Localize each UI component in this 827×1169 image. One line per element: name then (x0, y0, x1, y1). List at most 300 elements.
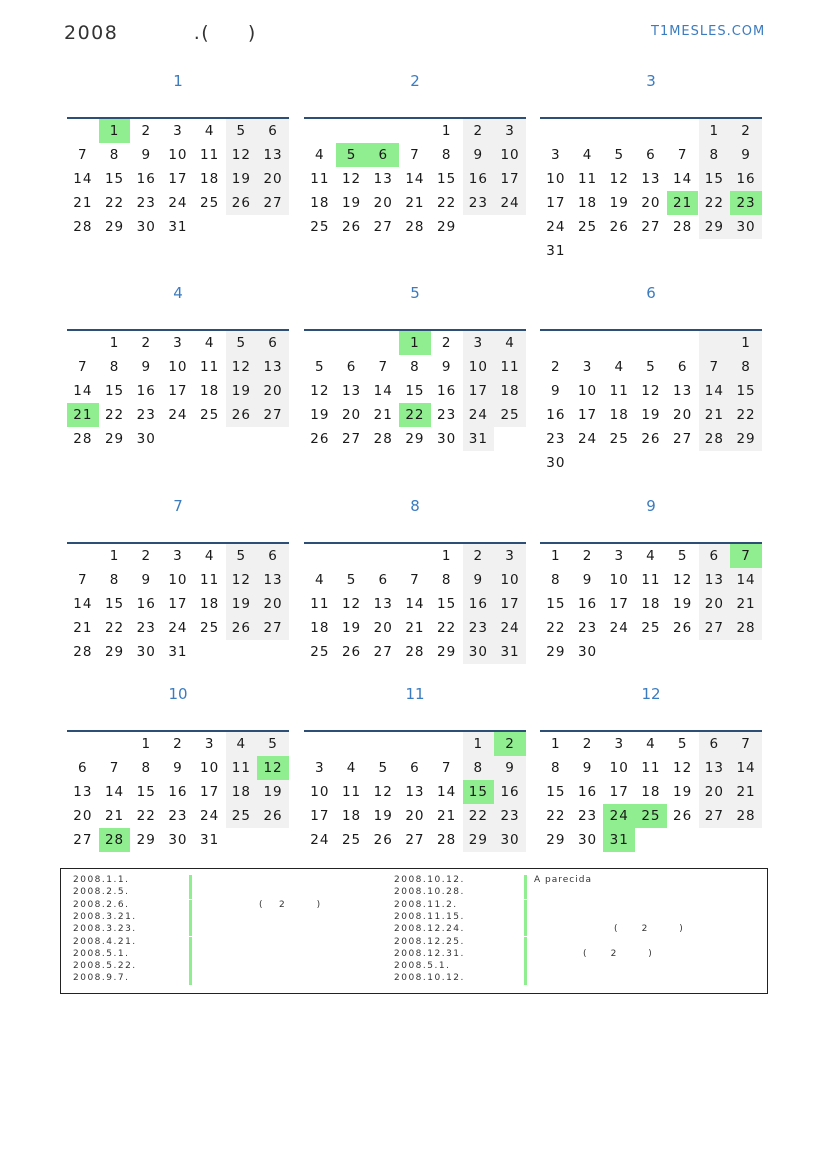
day-cell: 25 (200, 195, 220, 211)
day-cell: 5 (257, 732, 289, 756)
day-cell: 18 (641, 784, 661, 800)
day-cell: 19 (341, 195, 362, 211)
day-cell: 26 (226, 616, 258, 640)
day-cell: 10 (609, 760, 629, 776)
holiday-date: 2008.12.25. (394, 936, 465, 947)
day-cell: 1 (399, 331, 431, 355)
day-cell: 27 (373, 219, 393, 235)
day-cell: 8 (551, 760, 561, 776)
day-cell: 21 (730, 592, 762, 616)
day-cell: 23 (168, 808, 188, 824)
day-cell: 17 (609, 596, 629, 612)
day-cell: 22 (699, 191, 731, 215)
day-cell: 15 (546, 784, 566, 800)
day-cell: 24 (603, 804, 635, 828)
day-cell: 11 (341, 784, 362, 800)
day-cell: 24 (577, 431, 598, 447)
holiday-date: 2008.10.12. (394, 875, 465, 885)
day-cell: 14 (699, 379, 731, 403)
day-cell: 4 (315, 147, 325, 163)
holiday-marker (524, 924, 527, 936)
day-cell: 10 (168, 147, 188, 163)
day-cell: 30 (168, 832, 188, 848)
day-cell: 14 (437, 784, 457, 800)
day-cell: 23 (730, 191, 762, 215)
day-cell: 12 (310, 383, 330, 399)
month-label: 6 (646, 284, 656, 302)
day-cell: 3 (582, 359, 593, 375)
day-cell: 28 (73, 219, 93, 235)
day-cell: 11 (609, 383, 629, 399)
day-cell: 22 (463, 804, 495, 828)
day-cell: 7 (78, 572, 88, 588)
day-cell: 28 (73, 431, 93, 447)
day-cell: 22 (546, 808, 566, 824)
day-cell: 23 (494, 804, 526, 828)
day-cell: 3 (204, 736, 215, 752)
holiday-date: 2008.4.21. (73, 936, 137, 947)
day-cell: 2 (582, 548, 593, 564)
day-cell: 30 (136, 219, 156, 235)
day-cell: 31 (168, 644, 188, 660)
day-cell: 17 (494, 167, 526, 191)
day-cell: 13 (405, 784, 425, 800)
day-cell: 9 (582, 572, 593, 588)
holiday-date: 2008.5.1. (394, 961, 451, 972)
day-cell: 24 (310, 832, 330, 848)
holiday-marker (189, 887, 192, 899)
day-cell: 29 (104, 431, 125, 447)
day-cell: 29 (437, 219, 457, 235)
day-cell: 20 (699, 780, 731, 804)
holiday-note: ( 2 ) (614, 924, 684, 935)
day-cell: 14 (73, 171, 93, 187)
day-cell: 17 (463, 379, 495, 403)
day-cell: 14 (73, 596, 93, 612)
day-cell: 9 (551, 383, 561, 399)
day-cell: 16 (577, 596, 598, 612)
day-cell: 7 (677, 147, 688, 163)
holiday-date: 2008.11.15. (394, 911, 465, 922)
day-cell: 16 (136, 596, 156, 612)
day-cell: 24 (463, 403, 495, 427)
day-cell: 16 (577, 784, 598, 800)
day-cell: 8 (730, 355, 762, 379)
day-cell: 11 (200, 359, 220, 375)
day-cell: 26 (226, 403, 258, 427)
day-cell: 22 (437, 620, 457, 636)
day-cell: 5 (378, 760, 389, 776)
month-label: 3 (646, 72, 656, 90)
day-cell: 26 (257, 804, 289, 828)
day-cell: 24 (168, 407, 188, 423)
day-cell: 24 (546, 219, 566, 235)
holiday-date: 2008.5.22. (73, 961, 137, 972)
day-cell: 27 (673, 431, 693, 447)
month-label: 10 (168, 685, 188, 703)
day-cell: 19 (673, 596, 693, 612)
day-cell: 9 (463, 143, 495, 167)
day-cell: 26 (310, 431, 330, 447)
day-cell: 15 (730, 379, 762, 403)
day-cell: 13 (373, 171, 393, 187)
month-label: 1 (173, 72, 183, 90)
day-cell: 21 (73, 195, 93, 211)
day-cell: 7 (699, 355, 731, 379)
day-cell: 13 (699, 568, 731, 592)
day-cell: 22 (546, 620, 566, 636)
day-cell: 8 (441, 572, 452, 588)
day-cell: 8 (141, 760, 152, 776)
day-cell: 7 (730, 544, 762, 568)
day-cell: 15 (104, 383, 125, 399)
day-cell: 1 (730, 331, 762, 355)
day-cell: 26 (226, 191, 258, 215)
day-cell: 4 (315, 572, 325, 588)
day-cell: 17 (609, 784, 629, 800)
day-cell: 23 (463, 616, 495, 640)
day-cell: 17 (168, 383, 188, 399)
day-cell: 13 (373, 596, 393, 612)
day-cell: 17 (577, 407, 598, 423)
day-cell: 10 (168, 572, 188, 588)
day-cell: 29 (136, 832, 156, 848)
day-cell: 4 (204, 548, 215, 564)
day-cell: 26 (609, 219, 629, 235)
day-cell: 7 (410, 572, 420, 588)
day-cell: 28 (730, 804, 762, 828)
day-cell: 11 (200, 572, 220, 588)
holiday-marker (524, 973, 527, 985)
day-cell: 25 (226, 804, 258, 828)
holiday-marker (524, 937, 527, 949)
day-cell: 11 (494, 355, 526, 379)
day-cell: 27 (257, 403, 289, 427)
day-cell: 5 (226, 331, 258, 355)
day-cell: 10 (310, 784, 330, 800)
day-cell: 9 (141, 147, 152, 163)
day-cell: 15 (104, 596, 125, 612)
day-cell: 9 (494, 756, 526, 780)
day-cell: 9 (173, 760, 183, 776)
day-cell: 31 (546, 243, 566, 259)
day-cell: 20 (341, 407, 362, 423)
day-cell: 3 (494, 544, 526, 568)
day-cell: 18 (609, 407, 629, 423)
day-cell: 7 (410, 147, 420, 163)
holiday-date: 2008.3.21. (73, 911, 137, 922)
month-label: 8 (410, 497, 420, 515)
day-cell: 16 (168, 784, 188, 800)
day-cell: 20 (257, 379, 289, 403)
day-cell: 25 (577, 219, 598, 235)
weekend-empty-cell (699, 331, 731, 355)
day-cell: 9 (582, 760, 593, 776)
day-cell: 10 (609, 572, 629, 588)
day-cell: 22 (136, 808, 156, 824)
day-cell: 6 (78, 760, 88, 776)
day-cell: 4 (204, 335, 215, 351)
day-cell: 6 (346, 359, 357, 375)
holiday-date: 2008.2.5. (73, 887, 130, 898)
day-cell: 6 (646, 147, 656, 163)
day-cell: 16 (463, 592, 495, 616)
day-cell: 9 (141, 359, 152, 375)
day-cell: 15 (405, 383, 425, 399)
day-cell: 23 (546, 431, 566, 447)
day-cell: 29 (405, 431, 425, 447)
day-cell: 12 (341, 171, 362, 187)
day-cell: 2 (441, 335, 452, 351)
day-cell: 18 (341, 808, 362, 824)
day-cell: 21 (405, 620, 425, 636)
day-cell: 21 (405, 195, 425, 211)
day-cell: 27 (699, 616, 731, 640)
day-cell: 15 (699, 167, 731, 191)
day-cell: 3 (494, 119, 526, 143)
day-cell: 14 (673, 171, 693, 187)
day-cell: 26 (673, 620, 693, 636)
day-cell: 5 (315, 359, 325, 375)
day-cell: 12 (226, 568, 258, 592)
day-cell: 30 (546, 455, 566, 471)
day-cell: 17 (310, 808, 330, 824)
holiday-legend (60, 868, 768, 994)
day-cell: 1 (699, 119, 731, 143)
day-cell: 28 (373, 431, 393, 447)
day-cell: 3 (614, 736, 625, 752)
day-cell: 21 (730, 780, 762, 804)
month-label: 7 (173, 497, 183, 515)
day-cell: 26 (373, 832, 393, 848)
month-label: 11 (405, 685, 425, 703)
day-cell: 13 (641, 171, 661, 187)
day-cell: 21 (67, 403, 99, 427)
day-cell: 26 (641, 431, 661, 447)
day-cell: 28 (73, 644, 93, 660)
day-cell: 24 (168, 620, 188, 636)
month-label: 9 (646, 497, 656, 515)
day-cell: 29 (437, 644, 457, 660)
day-cell: 8 (109, 572, 120, 588)
day-cell: 11 (641, 760, 661, 776)
day-cell: 21 (699, 403, 731, 427)
holiday-date: 2008.10.28. (394, 887, 465, 898)
holiday-marker (189, 912, 192, 924)
holiday-marker (189, 949, 192, 961)
day-cell: 15 (546, 596, 566, 612)
day-cell: 18 (641, 596, 661, 612)
day-cell: 26 (673, 808, 693, 824)
day-cell: 31 (168, 219, 188, 235)
day-cell: 17 (200, 784, 220, 800)
day-cell: 28 (405, 219, 425, 235)
day-cell: 27 (73, 832, 93, 848)
day-cell: 25 (609, 431, 629, 447)
holiday-marker (189, 924, 192, 936)
day-cell: 1 (109, 335, 120, 351)
holiday-date: 2008.3.23. (73, 924, 137, 935)
day-cell: 28 (699, 427, 731, 451)
day-cell: 18 (494, 379, 526, 403)
day-cell: 25 (310, 644, 330, 660)
day-cell: 21 (667, 191, 699, 215)
day-cell: 6 (257, 331, 289, 355)
holiday-marker (189, 875, 192, 887)
day-cell: 29 (104, 644, 125, 660)
day-cell: 31 (603, 828, 635, 852)
day-cell: 1 (463, 732, 495, 756)
day-cell: 23 (437, 407, 457, 423)
day-cell: 19 (341, 620, 362, 636)
day-cell: 3 (614, 548, 625, 564)
day-cell: 25 (635, 804, 667, 828)
day-cell: 29 (699, 215, 731, 239)
day-cell: 20 (405, 808, 425, 824)
day-cell: 20 (699, 592, 731, 616)
day-cell: 10 (494, 143, 526, 167)
day-cell: 3 (173, 123, 183, 139)
day-cell: 25 (341, 832, 362, 848)
day-cell: 25 (200, 407, 220, 423)
day-cell: 17 (168, 596, 188, 612)
day-cell: 2 (173, 736, 183, 752)
holiday-note: A parecida (534, 875, 592, 885)
day-cell: 24 (200, 808, 220, 824)
day-cell: 23 (136, 407, 156, 423)
day-cell: 9 (141, 572, 152, 588)
day-cell: 8 (109, 147, 120, 163)
holiday-marker (189, 900, 192, 912)
day-cell: 5 (336, 143, 368, 167)
holiday-marker (189, 973, 192, 985)
day-cell: 24 (494, 191, 526, 215)
day-cell: 7 (109, 760, 120, 776)
day-cell: 27 (257, 616, 289, 640)
day-cell: 13 (73, 784, 93, 800)
day-cell: 16 (494, 780, 526, 804)
day-cell: 6 (699, 732, 731, 756)
day-cell: 14 (405, 171, 425, 187)
day-cell: 5 (226, 119, 258, 143)
day-cell: 24 (168, 195, 188, 211)
day-cell: 8 (109, 359, 120, 375)
day-cell: 12 (341, 596, 362, 612)
day-cell: 19 (310, 407, 330, 423)
holiday-marker (524, 887, 527, 899)
day-cell: 4 (494, 331, 526, 355)
day-cell: 6 (378, 572, 389, 588)
day-cell: 5 (346, 572, 357, 588)
day-cell: 30 (577, 832, 598, 848)
day-cell: 14 (373, 383, 393, 399)
day-cell: 26 (341, 644, 362, 660)
day-cell: 2 (463, 544, 495, 568)
day-cell: 24 (609, 620, 629, 636)
day-cell: 1 (551, 548, 561, 564)
brand-link[interactable]: T1MESLES.COM (651, 24, 766, 39)
holiday-note: ( 2 ) (259, 899, 322, 910)
day-cell: 28 (673, 219, 693, 235)
day-cell: 12 (226, 143, 258, 167)
day-cell: 22 (730, 403, 762, 427)
day-cell: 27 (641, 219, 661, 235)
day-cell: 3 (173, 335, 183, 351)
month-label: 5 (410, 284, 420, 302)
day-cell: 11 (226, 756, 258, 780)
day-cell: 30 (437, 431, 457, 447)
holiday-date: 2008.12.24. (394, 924, 465, 935)
holiday-note: ( 2 ) (583, 948, 653, 959)
day-cell: 19 (226, 167, 258, 191)
holiday-marker (189, 937, 192, 949)
day-cell: 2 (141, 335, 152, 351)
day-cell: 13 (257, 143, 289, 167)
day-cell: 30 (730, 215, 762, 239)
day-cell: 8 (410, 359, 420, 375)
day-cell: 2 (141, 548, 152, 564)
day-cell: 1 (99, 119, 131, 143)
day-cell: 26 (341, 219, 362, 235)
holiday-date: 2008.1.1. (73, 875, 130, 885)
holiday-marker (524, 900, 527, 912)
day-cell: 30 (136, 644, 156, 660)
holiday-date: 2008.5.1. (73, 948, 130, 959)
day-cell: 21 (437, 808, 457, 824)
day-cell: 17 (494, 592, 526, 616)
day-cell: 7 (730, 732, 762, 756)
day-cell: 13 (673, 383, 693, 399)
day-cell: 24 (494, 616, 526, 640)
day-cell: 14 (730, 568, 762, 592)
day-cell: 4 (646, 736, 656, 752)
day-cell: 6 (677, 359, 688, 375)
holiday-date: 2008.9.7. (73, 973, 130, 984)
day-cell: 13 (699, 756, 731, 780)
day-cell: 23 (136, 195, 156, 211)
day-cell: 8 (699, 143, 731, 167)
day-cell: 30 (494, 828, 526, 852)
holiday-marker (189, 961, 192, 973)
holiday-date: 2008.12.31. (394, 948, 465, 959)
day-cell: 6 (257, 119, 289, 143)
day-cell: 20 (73, 808, 93, 824)
day-cell: 4 (582, 147, 593, 163)
day-cell: 3 (463, 331, 495, 355)
day-cell: 25 (494, 403, 526, 427)
day-cell: 4 (204, 123, 215, 139)
day-cell: 20 (257, 167, 289, 191)
day-cell: 13 (257, 355, 289, 379)
day-cell: 21 (73, 620, 93, 636)
day-cell: 16 (730, 167, 762, 191)
day-cell: 5 (677, 736, 688, 752)
day-cell: 29 (463, 828, 495, 852)
day-cell: 14 (104, 784, 125, 800)
day-cell: 18 (577, 195, 598, 211)
day-cell: 3 (173, 548, 183, 564)
month-label: 12 (641, 685, 661, 703)
day-cell: 12 (673, 760, 693, 776)
day-cell: 23 (577, 808, 598, 824)
day-cell: 14 (73, 383, 93, 399)
day-cell: 10 (577, 383, 598, 399)
day-cell: 29 (730, 427, 762, 451)
day-cell: 19 (257, 780, 289, 804)
day-cell: 18 (310, 195, 330, 211)
day-cell: 27 (405, 832, 425, 848)
day-cell: 2 (463, 119, 495, 143)
